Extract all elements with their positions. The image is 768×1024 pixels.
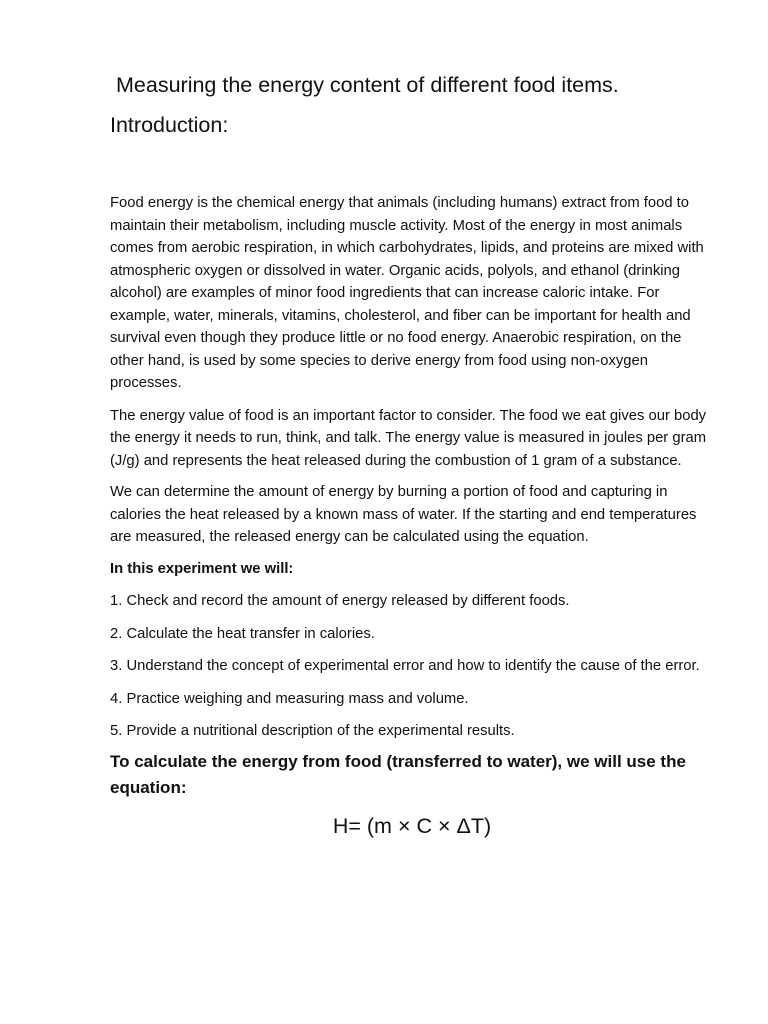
document-title: Measuring the energy content of different food items. <box>116 73 619 97</box>
intro-paragraph-method: We can determine the amount of energy by burning a portion of food and capturing in calories the heat released by a known mass of water. If the starting and end temperatures are measured, the released energy can be calculated using the equation. <box>110 484 697 545</box>
objective-item: 4. Practice weighing and measuring mass and volume. <box>110 690 469 707</box>
objective-item: 3. Understand the concept of experimental error and how to identify the cause of the error. <box>110 658 700 674</box>
equation-intro: To calculate the energy from food (transferred to water), we will use the equation: <box>110 751 686 797</box>
intro-paragraph-food-energy: Food energy is the chemical energy that animals (including humans) extract from food to maintain their metabolism, including muscle activity. Most of the energy in most animals comes from aerobic respiration, in which carbohydrates, lipids, and proteins are mixed with atmospheric oxygen or dissolved in water. Organic acids, polyols, and ethanol (drinking alcohol) are examples of minor food ingredients that can increase caloric intake. For example, water, minerals, vitamins, cholesterol, and fiber can be important for health and survival even though they produce little or no food energy. Anaerobic respiration, on the other hand, is used by some species to derive energy from food using non-oxygen processes. <box>110 195 704 391</box>
objective-item: 2. Calculate the heat transfer in calories. <box>110 625 375 642</box>
energy-equation: H= (m × C × ΔT) <box>332 813 492 838</box>
experiment-heading: In this experiment we will: <box>110 560 294 577</box>
objective-item: 1. Check and record the amount of energy released by different foods. <box>110 593 570 609</box>
objective-item: 5. Provide a nutritional description of the experimental results. <box>110 723 515 739</box>
introduction-heading: Introduction: <box>110 113 229 137</box>
intro-paragraph-energy-value: The energy value of food is an important factor to consider. The food we eat gives our body the energy it needs to run, think, and talk. The energy value is measured in joules per gram (J/g) and represents the heat released during the combustion of 1 gram of a substance. <box>110 407 707 469</box>
objectives-list <box>110 590 714 743</box>
document-page <box>110 68 714 841</box>
